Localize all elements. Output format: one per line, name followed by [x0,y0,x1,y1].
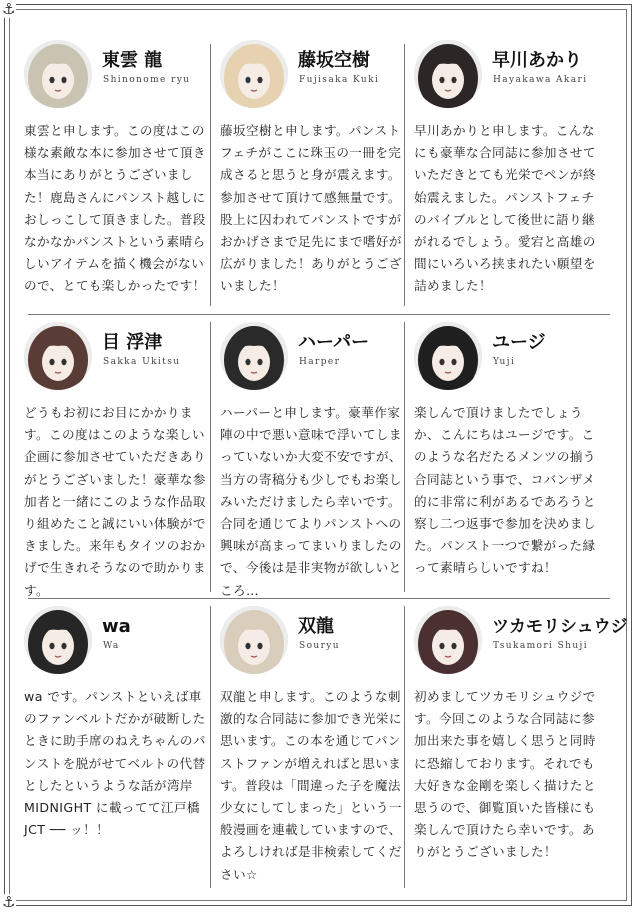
contributor-romaji: Hayakawa Akari [493,75,588,85]
contributor-name: wa [102,616,131,637]
contributor-comment: 初めましてツカモリシュウジです。今回このような合同誌に参加出来た事を嬉しく思うと同時に恐縮しております。それでも大好きな金剛を楽しく描けたと思うので、御覧頂いた皆様にも楽しんで頂けたら幸いです。ありがとうございました！ [414,689,596,860]
avatar [220,40,288,108]
contributor-comment: ハーパーと申します。豪華作家陣の中で悪い意味で浮いてしまっていないか大変不安ですが、当方の寄稿分も少しでもお楽しみいただけましたら幸いです。合同を通じてよりパンストへの興味が高まってまいりましたので、今後は是非実物が欲しいところ… [220,405,402,598]
avatar [24,322,92,390]
avatar [414,606,482,674]
contributor-name: 目 浮津 [102,332,163,353]
portrait-illustration [24,606,92,674]
portrait-illustration [220,40,288,108]
contributor-name: 東雲 龍 [102,50,163,71]
contributor-name: ハーパー [298,332,370,353]
contributor-name: 双龍 [298,616,334,637]
contributor-comment: どうもお初にお目にかかります。この度はこのような楽しい企画に参加させていただきありがとうございました！豪華な参加者と一緒にこのような作品取り組めたこと誠にいい体験ができました。来年もタイツのおかげで生きれそうなので助かります。 [24,405,206,598]
avatar [24,606,92,674]
contributor-romaji: Wa [103,641,120,651]
portrait-illustration [24,322,92,390]
avatar [414,322,482,390]
contributor-romaji: Fujisaka Kuki [299,75,380,85]
portrait-illustration [24,40,92,108]
contributor-name: 早川あかり [492,50,582,71]
contributor-comment: 双龍と申します。このような刺激的な合同誌に参加でき光栄に思います。この本を通じてパンストファンが増えればと思います。普段は「間違った子を魔法少女にしてしまった」という一般漫画を連載していますので、よろしければ是非検索してください☆ [220,689,402,882]
portrait-illustration [220,322,288,390]
portrait-illustration [414,40,482,108]
contributor-comment: 東雲と申します。この度はこの様な素敵な本に参加させて頂き本当にありがとうございました！鹿島さんにパンスト越しにおしっこして頂きました。普段なかなかパンストという素晴らしいアイテムを描く機会がないので、とても楽しかったです！ [24,123,206,294]
portrait-illustration [414,606,482,674]
contributor-comment: 早川あかりと申します。こんなにも豪華な合同誌に参加させていただきとても光栄でペンが終始震えました。パンストフェチのバイブルとして後世に語り継がれるでしょう。愛宕と高雄の間にいろいろ挟まれたい願望を詰めました！ [414,123,596,294]
portrait-illustration [220,606,288,674]
contributor-romaji: Shinonome ryu [103,75,191,85]
avatar [414,40,482,108]
contributor-romaji: Souryu [299,641,340,651]
contributor-comment: wa です。パンストといえば車のファンベルトだかが破断したときに助手席のねえちゃんのパンストを脱がせてベルトの代替とした​という​ような話が湾岸 MIDNIGHT に載ってて江戸橋 JCT ── ッ！！ [24,689,206,838]
portrait-illustration [414,322,482,390]
contributor-comment: 楽しんで頂けましたでしょうか、こんにちはユージです。このような名だたるメンツの揃う合同誌という事で、コバンザメ的に非常に利があるであろうと察し二つ返事で参加を決めました。パンスト一つで繋がった縁って素晴らしいですね！ [414,405,596,576]
column-divider [210,606,211,888]
contributor-name: ユージ [492,332,546,353]
contributor-romaji: Sakka Ukitsu [103,357,181,367]
avatar [24,40,92,108]
row-divider [28,314,610,315]
contributor-comment: 藤坂空樹と申します。パンストフェチがここに珠玉の一冊を完成さると思うと身が震えます。参加させて頂けて感無量です。股上に囚われてパンストですがおかげさまで足先にまで嗜好が広がりました！ありがとうございました！ [220,123,402,294]
contributor-romaji: Harper [299,357,341,367]
anchor-icon: ⚓ [2,893,16,911]
contributor-name: 藤坂空樹 [298,50,370,71]
contributor-romaji: Tsukamori Shuji [493,641,589,651]
avatar [220,606,288,674]
column-divider [210,44,211,306]
anchor-icon: ⚓ [2,0,16,18]
contributor-name: ツカモリシュウジ [492,617,628,637]
column-divider [210,322,211,592]
avatar [220,322,288,390]
contributor-romaji: Yuji [493,357,516,367]
